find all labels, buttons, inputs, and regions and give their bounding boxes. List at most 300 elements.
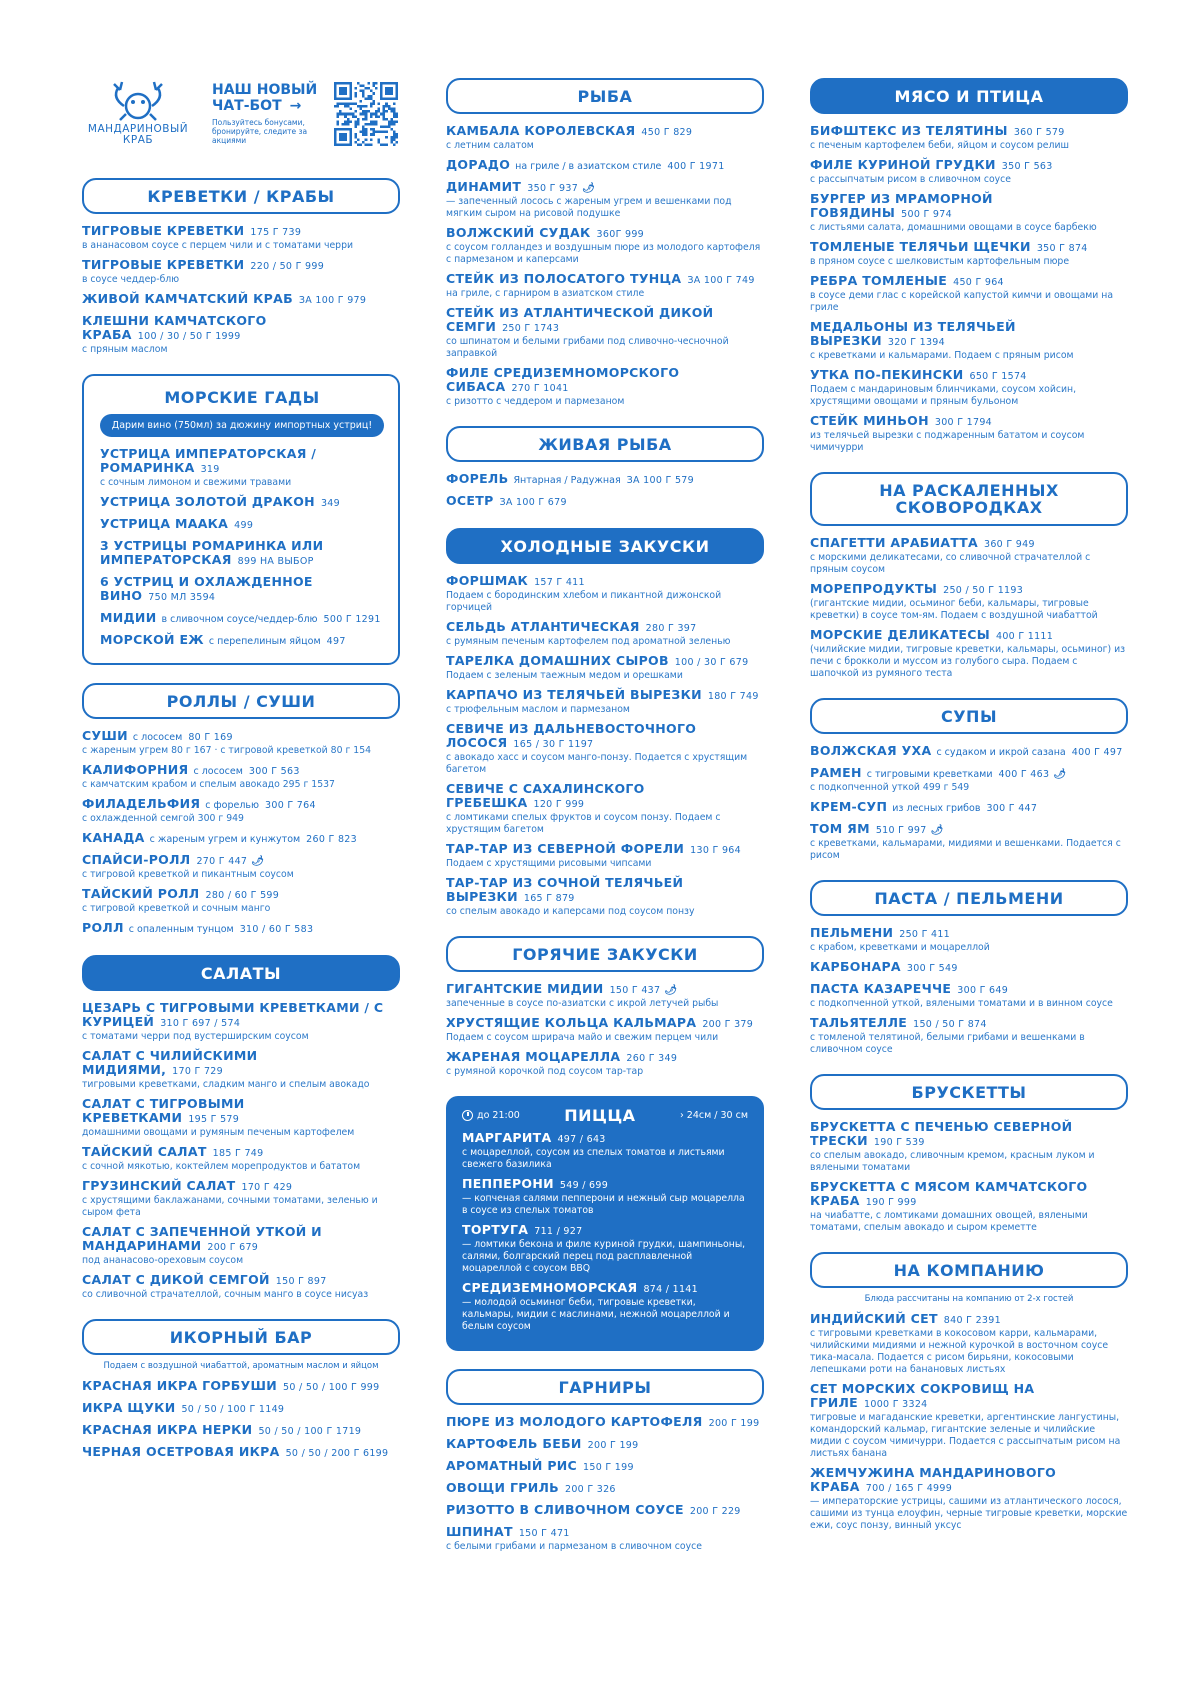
menu-item[interactable] bbox=[100, 575, 384, 605]
item-description: со спелым авокадо, сливочным кремом, красным луком и вялеными томатами bbox=[810, 1150, 1095, 1173]
menu-item[interactable] bbox=[82, 831, 400, 847]
item-name: РОЛЛ bbox=[82, 920, 124, 935]
menu-item[interactable] bbox=[462, 1177, 748, 1217]
menu-item[interactable] bbox=[810, 124, 1128, 152]
item-name: ТИГРОВЫЕ КРЕВЕТКИ bbox=[82, 223, 245, 238]
item-price: 175 Г 739 bbox=[250, 227, 302, 238]
menu-item[interactable] bbox=[82, 921, 400, 937]
chatbot-promo[interactable] bbox=[212, 82, 327, 145]
item-description: с румяной корочкой под соусом тар-тар bbox=[446, 1066, 644, 1077]
item-name: ШПИНАТ bbox=[446, 1524, 513, 1539]
item-name: САЛАТ С ЧИЛИЙСКИМИ МИДИЯМИ, bbox=[82, 1048, 258, 1077]
item-name: ИКРА ЩУКИ bbox=[82, 1400, 176, 1415]
item-price: 50 / 50 / 100 Г 1149 bbox=[181, 1404, 285, 1415]
menu-item[interactable] bbox=[810, 240, 1128, 268]
clock-icon bbox=[462, 1110, 473, 1121]
menu-item[interactable] bbox=[82, 314, 400, 356]
menu-item[interactable] bbox=[82, 797, 400, 825]
item-name: 6 УСТРИЦ И ОХЛАЖДЕННОЕ ВИНО bbox=[100, 574, 313, 603]
menu-item[interactable] bbox=[446, 1503, 764, 1519]
section-title[interactable]: ИКОРНЫЙ БАР bbox=[82, 1319, 400, 1355]
item-name: ТАЛЬЯТЕЛЛЕ bbox=[810, 1015, 908, 1030]
item-name-line bbox=[446, 158, 764, 174]
item-inline-desc: с лососем bbox=[132, 732, 183, 743]
menu-item[interactable] bbox=[810, 1466, 1128, 1532]
item-price: 510 Г 997 bbox=[875, 825, 927, 836]
brand-logo bbox=[82, 78, 194, 150]
item-name-line bbox=[810, 926, 1128, 942]
item-name-line bbox=[810, 274, 1128, 290]
item-description: с тигровой креветкой и сочным манго bbox=[82, 903, 271, 914]
item-inline-desc: на гриле / в азиатском стиле bbox=[515, 161, 662, 172]
item-name-line bbox=[100, 539, 384, 569]
menu-item[interactable] bbox=[810, 414, 1128, 454]
section-title[interactable]: СУПЫ bbox=[810, 698, 1128, 734]
item-inline-desc: с перепелиным яйцом bbox=[208, 636, 321, 647]
item-price: 250 Г 1743 bbox=[502, 323, 560, 334]
item-name-line bbox=[810, 1016, 1128, 1032]
item-price: 549 / 699 bbox=[559, 1180, 609, 1191]
item-name: САЛАТ С ТИГРОВЫМИ КРЕВЕТКАМИ bbox=[82, 1096, 245, 1125]
menu-item[interactable] bbox=[810, 1312, 1128, 1376]
menu-item[interactable] bbox=[462, 1223, 748, 1275]
item-name-line bbox=[82, 797, 400, 813]
menu-item[interactable] bbox=[82, 763, 400, 791]
item-price: 200 Г 199 bbox=[587, 1440, 639, 1451]
item-name: КАРТОФЕЛЬ БЕБИ bbox=[446, 1436, 582, 1451]
menu-item[interactable] bbox=[446, 366, 764, 408]
item-name-line bbox=[82, 921, 400, 937]
menu-item[interactable] bbox=[810, 1180, 1128, 1234]
item-price: 450 Г 964 bbox=[953, 277, 1004, 288]
item-name-line bbox=[446, 272, 764, 288]
item-name-line bbox=[810, 822, 1128, 838]
item-name: ВОЛЖСКАЯ УХА bbox=[810, 743, 932, 758]
menu-column-3 bbox=[810, 78, 1128, 1550]
menu-item[interactable] bbox=[810, 1382, 1128, 1460]
item-description: с ломтиками спелых фруктов и соусом понзу. Подаем с хрустящим багетом bbox=[446, 812, 721, 835]
menu-item[interactable] bbox=[446, 722, 764, 776]
item-description: с сочным лимоном и свежими травами bbox=[100, 477, 292, 488]
item-name: КЛЕШНИ КАМЧАТСКОГО КРАБА bbox=[82, 313, 267, 342]
item-name-line bbox=[810, 192, 1128, 222]
menu-item[interactable] bbox=[100, 611, 384, 627]
item-name: СЕВИЧЕ ИЗ ДАЛЬНЕВОСТОЧНОГО ЛОСОСЯ bbox=[446, 721, 697, 750]
menu-item[interactable] bbox=[82, 1379, 400, 1395]
item-price: 300 Г 549 bbox=[906, 963, 958, 974]
menu-item[interactable] bbox=[446, 1481, 764, 1497]
section-title[interactable]: ГАРНИРЫ bbox=[446, 1369, 764, 1405]
item-description: с подкопченной уткой, вялеными томатами и в винном соусе bbox=[810, 998, 1113, 1009]
menu-item[interactable] bbox=[810, 982, 1128, 1010]
item-price: 450 Г 829 bbox=[641, 127, 693, 138]
item-description: под ананасово-ореховым соусом bbox=[82, 1255, 244, 1266]
item-price: 840 Г 2391 bbox=[943, 1315, 1001, 1326]
section-горячие-закуски bbox=[446, 936, 764, 1078]
item-name: ОСЕТР bbox=[446, 493, 494, 508]
crab-logo-icon bbox=[108, 78, 168, 124]
item-price: 157 Г 411 bbox=[534, 577, 585, 588]
item-price: 711 / 927 bbox=[534, 1226, 583, 1237]
menu-item[interactable] bbox=[446, 782, 764, 836]
menu-item[interactable] bbox=[82, 1097, 400, 1139]
menu-item[interactable] bbox=[446, 842, 764, 870]
item-name: УСТРИЦА ИМПЕРАТОРСКАЯ / РОМАРИНКА bbox=[100, 446, 317, 475]
item-name-line bbox=[100, 633, 384, 649]
menu-item[interactable] bbox=[810, 158, 1128, 186]
menu-item[interactable] bbox=[810, 536, 1128, 576]
item-name: ТАЙСКИЙ РОЛЛ bbox=[82, 886, 200, 901]
item-price: ЗА 100 Г 979 bbox=[298, 295, 367, 306]
item-description: с охлажденной семгой 300 г 949 bbox=[82, 813, 244, 824]
item-price: 170 Г 429 bbox=[241, 1182, 293, 1193]
item-name: СЕТ МОРСКИХ СОКРОВИЩ НА ГРИЛЕ bbox=[810, 1381, 1035, 1410]
section-title[interactable]: НА КОМПАНИЮ bbox=[810, 1252, 1128, 1288]
menu-item[interactable] bbox=[82, 1225, 400, 1267]
item-price: 497 / 643 bbox=[557, 1134, 606, 1145]
item-name-line bbox=[446, 1050, 764, 1066]
item-price: 310 / 60 Г 583 bbox=[239, 924, 314, 935]
section-note: Блюда рассчитаны на компанию от 2-х гостей bbox=[864, 1294, 1074, 1304]
item-name-line bbox=[446, 620, 764, 636]
item-name: СЕЛЬДЬ АТЛАНТИЧЕСКАЯ bbox=[446, 619, 640, 634]
item-price: 200 Г 229 bbox=[689, 1506, 741, 1517]
item-price: 200 Г 199 bbox=[708, 1418, 760, 1429]
item-inline-desc: Янтарная / Радужная bbox=[513, 475, 621, 486]
menu-item[interactable] bbox=[446, 688, 764, 716]
menu-item[interactable] bbox=[82, 1145, 400, 1173]
item-name-line bbox=[810, 158, 1128, 174]
menu-item[interactable] bbox=[810, 766, 1128, 794]
item-name: ДОРАДО bbox=[446, 157, 511, 172]
menu-item[interactable] bbox=[446, 620, 764, 648]
item-name: КАНАДА bbox=[82, 830, 145, 845]
item-inline-desc: из лесных грибов bbox=[892, 803, 981, 814]
item-price: 260 Г 349 bbox=[626, 1053, 678, 1064]
item-price: 360Г 999 bbox=[596, 229, 645, 240]
menu-item[interactable] bbox=[82, 1445, 400, 1461]
item-price: 1000 Г 3324 bbox=[864, 1399, 928, 1410]
item-name-line bbox=[462, 1177, 748, 1193]
item-name-line bbox=[446, 472, 764, 488]
item-description: запеченные в соусе по-азиатски с икрой летучей рыбы bbox=[446, 998, 719, 1009]
menu-item[interactable] bbox=[82, 1273, 400, 1301]
item-description: тигровыми креветками, сладким манго и спелым авокадо bbox=[82, 1079, 370, 1090]
menu-item[interactable] bbox=[446, 1437, 764, 1453]
item-name: МОРЕПРОДУКТЫ bbox=[810, 581, 938, 596]
menu-item[interactable] bbox=[82, 853, 400, 881]
item-name-line bbox=[446, 842, 764, 858]
item-name: БИФШТЕКС ИЗ ТЕЛЯТИНЫ bbox=[810, 123, 1008, 138]
menu-item[interactable] bbox=[810, 744, 1128, 760]
menu-item[interactable] bbox=[82, 1049, 400, 1091]
menu-item[interactable] bbox=[446, 306, 764, 360]
item-inline-desc: с форелью bbox=[205, 800, 260, 811]
item-description: с томленой телятиной, белыми грибами и вешенками в сливочном соусе bbox=[810, 1032, 1085, 1055]
item-name-line bbox=[100, 447, 384, 477]
menu-column-2 bbox=[446, 78, 764, 1571]
item-name: ТОМ ЯМ bbox=[810, 821, 870, 836]
item-description: с крабом, креветками и моцареллой bbox=[810, 942, 990, 953]
menu-item[interactable] bbox=[446, 876, 764, 918]
item-name: УТКА ПО-ПЕКИНСКИ bbox=[810, 367, 964, 382]
item-description: с румяным печеным картофелем под ароматной зеленью bbox=[446, 636, 731, 647]
item-description: с моцареллой, соусом из спелых томатов и листьями свежего базилика bbox=[462, 1147, 725, 1170]
item-price: 300 Г 764 bbox=[265, 800, 316, 811]
item-name: ТАР-ТАР ИЗ СЕВЕРНОЙ ФОРЕЛИ bbox=[446, 841, 685, 856]
item-description: — ломтики бекона и филе куриной грудки, шампиньоны, салями, болгарский перец под расплавленной моцареллой с соусом BBQ bbox=[462, 1239, 746, 1274]
chatbot-title-line1: НАШ НОВЫЙ bbox=[212, 82, 318, 98]
menu-item[interactable] bbox=[446, 180, 764, 220]
item-name: КРАСНАЯ ИКРА НЕРКИ bbox=[82, 1422, 253, 1437]
menu-item[interactable] bbox=[810, 822, 1128, 862]
brand-name-line1: МАНДАРИНОВЫЙ bbox=[87, 123, 189, 135]
item-description: на гриле, с гарниром в азиатском стиле bbox=[446, 288, 645, 299]
section-title[interactable]: ГОРЯЧИЕ ЗАКУСКИ bbox=[446, 936, 764, 972]
menu-item[interactable] bbox=[810, 926, 1128, 954]
item-description: Подаем с соусом шрирача майо и свежим перцем чили bbox=[446, 1032, 719, 1043]
item-name-line bbox=[810, 960, 1128, 976]
item-name-line bbox=[82, 831, 400, 847]
item-name-line bbox=[446, 1437, 764, 1453]
item-description: домашними овощами и румяным печеным картофелем bbox=[82, 1127, 355, 1138]
chili-icon: 🌶︎ bbox=[251, 856, 265, 867]
section-title[interactable]: РОЛЛЫ / СУШИ bbox=[82, 683, 400, 719]
item-name-line bbox=[810, 982, 1128, 998]
menu-item[interactable] bbox=[446, 1525, 764, 1553]
item-description: с морскими деликатесами, со сливочной страчателлой с пряным соусом bbox=[810, 552, 1091, 575]
item-name: ИНДИЙСКИЙ СЕТ bbox=[810, 1311, 938, 1326]
item-name: БУРГЕР ИЗ МРАМОРНОЙ ГОВЯДИНЫ bbox=[810, 191, 993, 220]
menu-item[interactable] bbox=[82, 224, 400, 252]
section-title[interactable]: МЯСО И ПТИЦА bbox=[810, 78, 1128, 114]
item-name: КРЕМ-СУП bbox=[810, 799, 888, 814]
item-description: Подаем с зеленым таежным медом и орешками bbox=[446, 670, 683, 681]
item-price: 400 Г 1111 bbox=[995, 631, 1054, 642]
menu-item[interactable] bbox=[446, 472, 764, 488]
menu-item[interactable] bbox=[100, 517, 384, 533]
menu-item[interactable] bbox=[810, 192, 1128, 234]
menu-item[interactable] bbox=[446, 654, 764, 682]
item-name-line bbox=[810, 1382, 1128, 1412]
qr-code-icon[interactable] bbox=[334, 82, 398, 146]
item-price: 50 / 50 / 200 Г 6199 bbox=[285, 1448, 389, 1459]
menu-item[interactable] bbox=[810, 320, 1128, 362]
section-супы bbox=[810, 698, 1128, 862]
section-паста-пельмени bbox=[810, 880, 1128, 1056]
chili-icon: 🌶︎ bbox=[582, 183, 596, 194]
item-name-line bbox=[82, 1379, 400, 1395]
section-рыба bbox=[446, 78, 764, 408]
item-name-line bbox=[446, 722, 764, 752]
menu-item[interactable] bbox=[446, 272, 764, 300]
menu-item[interactable] bbox=[82, 887, 400, 915]
chatbot-title-line2: ЧАТ-БОТ bbox=[212, 98, 282, 114]
menu-item[interactable] bbox=[82, 1423, 400, 1439]
section-title[interactable]: ЖИВАЯ РЫБА bbox=[446, 426, 764, 462]
menu-item[interactable] bbox=[100, 447, 384, 489]
item-price: 165 Г 879 bbox=[523, 893, 575, 904]
item-name: ПЕЛЬМЕНИ bbox=[810, 925, 894, 940]
item-name: МОРСКИЕ ДЕЛИКАТЕСЫ bbox=[810, 627, 990, 642]
item-price: 50 / 50 / 100 Г 999 bbox=[283, 1382, 380, 1393]
item-description: в соусе чеддер-блю bbox=[82, 274, 180, 285]
section-pizza bbox=[446, 1096, 764, 1351]
item-name-line bbox=[100, 611, 384, 627]
menu-item[interactable] bbox=[446, 1459, 764, 1475]
item-name-line bbox=[446, 982, 764, 998]
item-name-line bbox=[82, 1225, 400, 1255]
item-price: 250 / 50 Г 1193 bbox=[943, 585, 1024, 596]
menu-item[interactable] bbox=[82, 1401, 400, 1417]
section-икорный-бар bbox=[82, 1319, 400, 1461]
menu-item[interactable] bbox=[82, 729, 400, 757]
menu-item[interactable] bbox=[446, 226, 764, 266]
menu-item[interactable] bbox=[446, 124, 764, 152]
item-name: СТЕЙК ИЗ ПОЛОСАТОГО ТУНЦА bbox=[446, 271, 682, 286]
item-name: АРОМАТНЫЙ РИС bbox=[446, 1458, 578, 1473]
item-name-line bbox=[446, 654, 764, 670]
item-inline-desc: с тигровыми креветками bbox=[866, 769, 993, 780]
menu-item[interactable] bbox=[810, 960, 1128, 976]
item-price: 260 Г 823 bbox=[306, 834, 357, 845]
menu-item[interactable] bbox=[446, 494, 764, 510]
item-name-line bbox=[462, 1281, 748, 1297]
item-name: СТЕЙК ИЗ АТЛАНТИЧЕСКОЙ ДИКОЙ СЕМГИ bbox=[446, 305, 714, 334]
item-price: 150 / 50 Г 874 bbox=[913, 1019, 987, 1030]
section-title[interactable]: РЫБА bbox=[446, 78, 764, 114]
item-name: ЖЕМЧУЖИНА МАНДАРИНОВОГО КРАБА bbox=[810, 1465, 1057, 1494]
item-name-line bbox=[82, 1401, 400, 1417]
item-price: 190 Г 999 bbox=[865, 1197, 917, 1208]
menu-item[interactable] bbox=[810, 628, 1128, 680]
item-price: 250 Г 411 bbox=[899, 929, 951, 940]
item-description: с рассыпчатым рисом в сливочном соусе bbox=[810, 174, 1011, 185]
item-name: СПАЙСИ-РОЛЛ bbox=[82, 852, 191, 867]
menu-item[interactable] bbox=[100, 539, 384, 569]
item-price: 200 Г 379 bbox=[702, 1019, 754, 1030]
pizza-header bbox=[462, 1106, 748, 1125]
item-name-line bbox=[810, 368, 1128, 384]
item-price: 350 Г 937 bbox=[527, 183, 579, 194]
section-note: Подаем с воздушной чиабаттой, ароматным маслом и яйцом bbox=[103, 1361, 379, 1371]
item-description: — императорские устрицы, сашими из атлантического лосося, сашими из тунца елоуфин, черные тигровые креветки, морские ежи, соус понзу, винный уксус bbox=[810, 1496, 1128, 1531]
menu-item[interactable] bbox=[82, 1001, 400, 1043]
item-description: с тигровыми креветками в кокосовом карри, кальмарами, чилийскими мидиями и нежной курочкой в восточном соусе тика-масала. Подается с рисом бирьяни, кокосовыми лепешками роти на банановых листьях bbox=[810, 1328, 1109, 1375]
item-price: 185 Г 749 bbox=[212, 1148, 264, 1159]
menu-item[interactable] bbox=[446, 1016, 764, 1044]
item-name-line bbox=[82, 258, 400, 274]
menu-item[interactable] bbox=[810, 1120, 1128, 1174]
section-салаты bbox=[82, 955, 400, 1301]
menu-item[interactable] bbox=[446, 158, 764, 174]
section-title[interactable]: ХОЛОДНЫЕ ЗАКУСКИ bbox=[446, 528, 764, 564]
menu-item[interactable] bbox=[100, 495, 384, 511]
item-description: в ананасовом соусе с перцем чили и с томатами черри bbox=[82, 240, 354, 251]
item-price: 50 / 50 / 100 Г 1719 bbox=[258, 1426, 362, 1437]
menu-item[interactable] bbox=[82, 1179, 400, 1219]
item-description: на чиабатте, с ломтиками домашних овощей, вялеными томатами, спелым авокадо и сыром креметте bbox=[810, 1210, 1088, 1233]
menu-item[interactable] bbox=[462, 1281, 748, 1333]
menu-item[interactable] bbox=[446, 1050, 764, 1078]
menu-item[interactable] bbox=[810, 800, 1128, 816]
item-name-line bbox=[810, 414, 1128, 430]
section-title[interactable]: МОРСКИЕ ГАДЫ bbox=[164, 387, 320, 407]
item-description: с хрустящими баклажанами, сочными томатами, зеленью и сыром фета bbox=[82, 1195, 378, 1218]
item-name-line bbox=[446, 1525, 764, 1541]
item-description: со сливочной страчателлой, сочным манго в соусе нисуаз bbox=[82, 1289, 369, 1300]
item-description: со шпинатом и белыми грибами под сливочно-чесночной заправкой bbox=[446, 336, 729, 359]
item-description: с соусом голландез и воздушным пюре из молодого картофеля с пармезаном и каперсами bbox=[446, 242, 761, 265]
section-title[interactable]: ПАСТА / ПЕЛЬМЕНИ bbox=[810, 880, 1128, 916]
menu-item[interactable] bbox=[462, 1131, 748, 1171]
item-name-line bbox=[82, 1179, 400, 1195]
item-name: ГИГАНТСКИЕ МИДИИ bbox=[446, 981, 604, 996]
menu-item[interactable] bbox=[446, 574, 764, 614]
item-name: КРАСНАЯ ИКРА ГОРБУШИ bbox=[82, 1378, 278, 1393]
item-price: 120 Г 999 bbox=[533, 799, 585, 810]
item-name-line bbox=[810, 628, 1128, 644]
item-price: 499 bbox=[234, 520, 254, 531]
item-name: 3 УСТРИЦЫ РОМАРИНКА ИЛИ ИМПЕРАТОРСКАЯ bbox=[100, 538, 324, 567]
menu-item[interactable] bbox=[810, 274, 1128, 314]
item-name-line bbox=[810, 536, 1128, 552]
item-name: СЕВИЧЕ С САХАЛИНСКОГО ГРЕБЕШКА bbox=[446, 781, 645, 810]
item-price: 400 Г 497 bbox=[1071, 747, 1123, 758]
item-name-line bbox=[82, 1423, 400, 1439]
menu-item[interactable] bbox=[810, 1016, 1128, 1056]
menu-item[interactable] bbox=[82, 292, 400, 308]
item-name-line bbox=[82, 1445, 400, 1461]
item-price: 180 Г 749 bbox=[707, 691, 759, 702]
item-name-line bbox=[82, 292, 400, 308]
item-price: 130 Г 964 bbox=[690, 845, 741, 856]
item-name-line bbox=[446, 494, 764, 510]
item-price: 200 Г 679 bbox=[207, 1242, 259, 1253]
item-description: Подаем с мандариновым блинчиками, соусом хойсин, хрустящими овощами и пряным бульоном bbox=[810, 384, 1077, 407]
menu-item[interactable] bbox=[82, 258, 400, 286]
item-price: 100 / 30 / 50 Г 1999 bbox=[137, 331, 241, 342]
arrow-right-icon: → bbox=[289, 98, 302, 114]
section-title[interactable]: КРЕВЕТКИ / КРАБЫ bbox=[82, 178, 400, 214]
item-price: 220 / 50 Г 999 bbox=[250, 261, 325, 272]
item-name: РИЗОТТО В СЛИВОЧНОМ СОУСЕ bbox=[446, 1502, 684, 1517]
item-price: 750 МЛ 3594 bbox=[148, 592, 216, 603]
item-name: ТАЙСКИЙ САЛАТ bbox=[82, 1144, 207, 1159]
item-price: 300 Г 649 bbox=[957, 985, 1009, 996]
section-title[interactable]: САЛАТЫ bbox=[82, 955, 400, 991]
item-price: 874 / 1141 bbox=[643, 1284, 698, 1295]
menu-item[interactable] bbox=[810, 582, 1128, 622]
item-name: САЛАТ С ДИКОЙ СЕМГОЙ bbox=[82, 1272, 270, 1287]
item-inline-desc: с судаком и икрой сазана bbox=[936, 747, 1066, 758]
item-name-line bbox=[810, 1120, 1128, 1150]
menu-item[interactable] bbox=[446, 982, 764, 1010]
item-description: Подаем с хрустящими рисовыми чипсами bbox=[446, 858, 652, 869]
menu-item[interactable] bbox=[810, 368, 1128, 408]
menu-item[interactable] bbox=[446, 1415, 764, 1431]
menu-item[interactable] bbox=[100, 633, 384, 649]
item-name-line bbox=[82, 1001, 400, 1031]
item-name-line bbox=[446, 782, 764, 812]
item-price: 300 Г 1794 bbox=[934, 417, 993, 428]
section-title[interactable]: НА РАСКАЛЕННЫХ СКОВОРОДКАХ bbox=[810, 472, 1128, 526]
section-title[interactable]: БРУСКЕТТЫ bbox=[810, 1074, 1128, 1110]
item-description: с пряным маслом bbox=[82, 344, 168, 355]
item-description: с белыми грибами и пармезаном в сливочном соусе bbox=[446, 1541, 702, 1552]
item-name: ДИНАМИТ bbox=[446, 179, 522, 194]
item-name-line bbox=[462, 1131, 748, 1147]
